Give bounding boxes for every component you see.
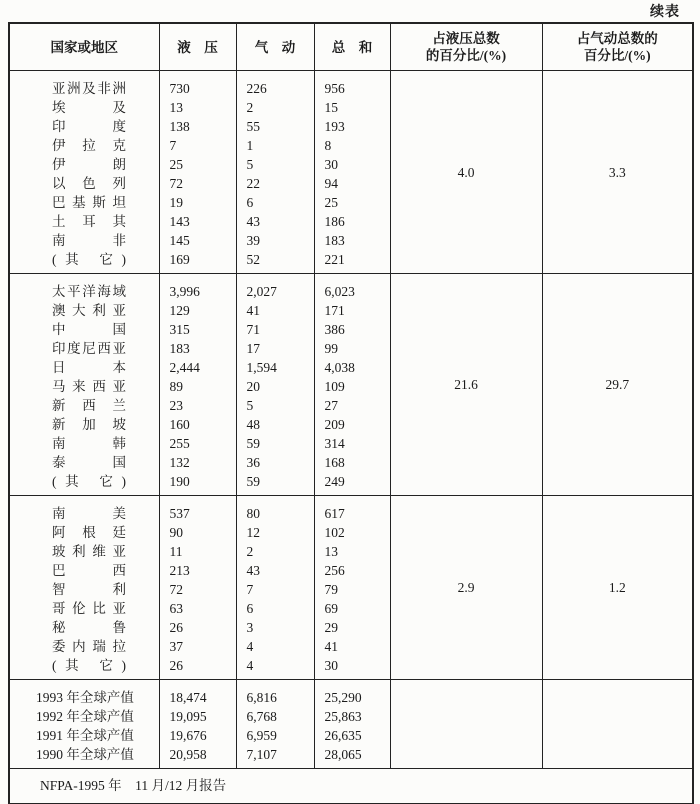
hydraulic-value: 72 xyxy=(159,580,236,599)
country-cell xyxy=(9,301,159,320)
table-header xyxy=(9,23,693,71)
country-cell xyxy=(9,745,159,769)
pneumatic-value: 226 xyxy=(236,71,314,99)
pneumatic-value: 3 xyxy=(236,618,314,637)
hydraulic-value: 26 xyxy=(159,656,236,680)
footer-row xyxy=(9,769,693,804)
pneumatic-value: 6,959 xyxy=(236,726,314,745)
table-section-3 xyxy=(9,496,693,680)
total-value: 386 xyxy=(314,320,390,339)
country-label: 秘 鲁 xyxy=(52,620,126,635)
country-cell xyxy=(9,496,159,524)
pneumatic-value: 43 xyxy=(236,561,314,580)
table-section-2 xyxy=(9,274,693,496)
pneumatic-value: 6 xyxy=(236,599,314,618)
total-value: 4,038 xyxy=(314,358,390,377)
header-pct-pneumatic-line1: 占气动总数的 xyxy=(576,31,658,46)
country-label: 澳 大 利 亚 xyxy=(52,303,126,318)
country-cell xyxy=(9,396,159,415)
country-cell xyxy=(9,174,159,193)
total-value: 168 xyxy=(314,453,390,472)
hydraulic-value: 730 xyxy=(159,71,236,99)
pneumatic-value: 5 xyxy=(236,155,314,174)
pneumatic-value: 5 xyxy=(236,396,314,415)
total-value: 41 xyxy=(314,637,390,656)
table-row xyxy=(9,496,693,524)
country-cell xyxy=(9,453,159,472)
total-value: 193 xyxy=(314,117,390,136)
total-value: 69 xyxy=(314,599,390,618)
country-label: (其 它) xyxy=(52,474,126,489)
pneumatic-value: 36 xyxy=(236,453,314,472)
hydraulic-value: 19 xyxy=(159,193,236,212)
total-value: 30 xyxy=(314,155,390,174)
country-cell xyxy=(9,561,159,580)
hydraulic-value: 13 xyxy=(159,98,236,117)
hydraulic-value: 18,474 xyxy=(159,680,236,708)
pneumatic-value: 71 xyxy=(236,320,314,339)
pneumatic-value: 59 xyxy=(236,434,314,453)
country-label: 太平洋海域 xyxy=(52,284,126,299)
country-label: 南 非 xyxy=(52,233,126,248)
pneumatic-value: 48 xyxy=(236,415,314,434)
pneumatic-value: 59 xyxy=(236,472,314,496)
hydraulic-value: 37 xyxy=(159,637,236,656)
country-cell xyxy=(9,193,159,212)
header-pct-hydraulic-line1: 占液压总数 xyxy=(432,31,500,46)
total-value: 186 xyxy=(314,212,390,231)
total-value: 28,065 xyxy=(314,745,390,769)
pneumatic-value: 2,027 xyxy=(236,274,314,302)
country-cell xyxy=(9,274,159,302)
pneumatic-value: 17 xyxy=(236,339,314,358)
total-value: 25 xyxy=(314,193,390,212)
pneumatic-value: 20 xyxy=(236,377,314,396)
hydraulic-value: 145 xyxy=(159,231,236,250)
hydraulic-value: 63 xyxy=(159,599,236,618)
header-pct-hydraulic xyxy=(390,23,542,71)
total-value: 94 xyxy=(314,174,390,193)
country-label: 日 本 xyxy=(52,360,126,375)
country-label: 泰 国 xyxy=(52,455,126,470)
pneumatic-value: 4 xyxy=(236,637,314,656)
pneumatic-value: 22 xyxy=(236,174,314,193)
hydraulic-value: 25 xyxy=(159,155,236,174)
country-cell xyxy=(9,680,159,708)
hydraulic-value: 190 xyxy=(159,472,236,496)
total-value: 6,023 xyxy=(314,274,390,302)
pneumatic-value: 52 xyxy=(236,250,314,274)
country-label: 南 美 xyxy=(52,506,126,521)
country-cell xyxy=(9,71,159,99)
hydraulic-value: 89 xyxy=(159,377,236,396)
country-label: 埃 及 xyxy=(52,100,126,115)
total-value: 956 xyxy=(314,71,390,99)
total-value: 99 xyxy=(314,339,390,358)
country-label: 中 国 xyxy=(52,322,126,337)
country-cell xyxy=(9,212,159,231)
pneumatic-value: 4 xyxy=(236,656,314,680)
pneumatic-value: 6,768 xyxy=(236,707,314,726)
hydraulic-value: 537 xyxy=(159,496,236,524)
hydraulic-value: 132 xyxy=(159,453,236,472)
total-value: 314 xyxy=(314,434,390,453)
hydraulic-value: 19,676 xyxy=(159,726,236,745)
pneumatic-value: 7,107 xyxy=(236,745,314,769)
country-label: 以 色 列 xyxy=(52,176,126,191)
country-cell xyxy=(9,320,159,339)
country-label: 亚洲及非洲 xyxy=(52,81,126,96)
country-cell xyxy=(9,117,159,136)
hydraulic-value: 3,996 xyxy=(159,274,236,302)
pneumatic-value: 6,816 xyxy=(236,680,314,708)
pct-pneumatic-value: 1.2 xyxy=(542,496,693,680)
country-label: 土 耳 其 xyxy=(52,214,126,229)
header-row xyxy=(9,23,693,71)
country-cell xyxy=(9,523,159,542)
header-pneumatic: 气 动 xyxy=(236,23,314,71)
country-cell xyxy=(9,618,159,637)
total-value: 256 xyxy=(314,561,390,580)
country-cell xyxy=(9,231,159,250)
continued-table-label: 续表 xyxy=(650,5,680,20)
pneumatic-value: 39 xyxy=(236,231,314,250)
total-value: 249 xyxy=(314,472,390,496)
country-label: 阿 根 廷 xyxy=(52,525,126,540)
country-label: 1990 年全球产值 xyxy=(36,747,134,762)
country-cell xyxy=(9,136,159,155)
country-label: 巴 西 xyxy=(52,563,126,578)
country-cell xyxy=(9,155,159,174)
hydraulic-value: 7 xyxy=(159,136,236,155)
country-label: 新 加 坡 xyxy=(52,417,126,432)
header-pct-pneumatic xyxy=(542,23,693,71)
country-label: 新 西 兰 xyxy=(52,398,126,413)
country-label: (其 它) xyxy=(52,252,126,267)
source-note: NFPA-1995 年 11 月/12 月报告 xyxy=(40,778,227,793)
country-label: 1991 年全球产值 xyxy=(36,728,134,743)
total-value: 25,290 xyxy=(314,680,390,708)
pneumatic-value: 41 xyxy=(236,301,314,320)
total-value: 209 xyxy=(314,415,390,434)
hydraulic-value: 169 xyxy=(159,250,236,274)
header-total: 总 和 xyxy=(314,23,390,71)
total-value: 29 xyxy=(314,618,390,637)
pct-hydraulic-value: 21.6 xyxy=(390,274,542,496)
total-value: 79 xyxy=(314,580,390,599)
hydraulic-value: 23 xyxy=(159,396,236,415)
table-row xyxy=(9,680,693,708)
country-label: 马 来 西 亚 xyxy=(52,379,126,394)
country-label: 智 利 xyxy=(52,582,126,597)
pneumatic-value: 6 xyxy=(236,193,314,212)
total-value: 617 xyxy=(314,496,390,524)
hydraulic-value: 160 xyxy=(159,415,236,434)
country-label: 玻 利 维 亚 xyxy=(52,544,126,559)
pct-hydraulic-value: 2.9 xyxy=(390,496,542,680)
pneumatic-value: 43 xyxy=(236,212,314,231)
country-cell xyxy=(9,726,159,745)
total-value: 183 xyxy=(314,231,390,250)
country-cell xyxy=(9,542,159,561)
header-hydraulic: 液 压 xyxy=(159,23,236,71)
hydraulic-value: 2,444 xyxy=(159,358,236,377)
country-cell xyxy=(9,637,159,656)
pneumatic-value: 80 xyxy=(236,496,314,524)
total-value: 221 xyxy=(314,250,390,274)
hydraulic-value: 19,095 xyxy=(159,707,236,726)
country-cell xyxy=(9,434,159,453)
total-value: 15 xyxy=(314,98,390,117)
country-label: 1992 年全球产值 xyxy=(36,709,134,724)
pneumatic-value: 2 xyxy=(236,542,314,561)
total-value: 171 xyxy=(314,301,390,320)
data-table xyxy=(8,22,694,804)
total-value: 30 xyxy=(314,656,390,680)
country-label: 伊 拉 克 xyxy=(52,138,126,153)
pneumatic-value: 1 xyxy=(236,136,314,155)
country-label: 南 韩 xyxy=(52,436,126,451)
pct-pneumatic-value: 29.7 xyxy=(542,274,693,496)
country-cell xyxy=(9,472,159,496)
pneumatic-value: 7 xyxy=(236,580,314,599)
country-label: 委 内 瑞 拉 xyxy=(52,639,126,654)
country-cell xyxy=(9,580,159,599)
table-section-1 xyxy=(9,71,693,274)
hydraulic-value: 143 xyxy=(159,212,236,231)
header-country: 国家或地区 xyxy=(9,23,159,71)
table-row xyxy=(9,274,693,302)
hydraulic-value: 129 xyxy=(159,301,236,320)
country-label: 1993 年全球产值 xyxy=(36,690,134,705)
country-cell xyxy=(9,98,159,117)
country-cell xyxy=(9,599,159,618)
pct-pneumatic-value: 3.3 xyxy=(542,71,693,274)
header-pct-hydraulic-line2: 的百分比/(%) xyxy=(425,48,507,63)
table-row xyxy=(9,71,693,99)
pneumatic-value: 12 xyxy=(236,523,314,542)
pct-hydraulic-value: 4.0 xyxy=(390,71,542,274)
country-label: (其 它) xyxy=(52,658,126,673)
total-value: 25,863 xyxy=(314,707,390,726)
pct-hydraulic-value xyxy=(390,680,542,769)
header-pct-pneumatic-line2: 百分比/(%) xyxy=(583,48,651,63)
country-cell xyxy=(9,656,159,680)
country-cell xyxy=(9,707,159,726)
hydraulic-value: 255 xyxy=(159,434,236,453)
country-label: 哥 伦 比 亚 xyxy=(52,601,126,616)
country-label: 印度尼西亚 xyxy=(52,341,126,356)
total-value: 8 xyxy=(314,136,390,155)
table-footer-section xyxy=(9,769,693,804)
total-value: 26,635 xyxy=(314,726,390,745)
total-value: 109 xyxy=(314,377,390,396)
country-label: 伊 朗 xyxy=(52,157,126,172)
hydraulic-value: 20,958 xyxy=(159,745,236,769)
hydraulic-value: 183 xyxy=(159,339,236,358)
pct-pneumatic-value xyxy=(542,680,693,769)
country-cell xyxy=(9,377,159,396)
pneumatic-value: 55 xyxy=(236,117,314,136)
hydraulic-value: 11 xyxy=(159,542,236,561)
total-value: 27 xyxy=(314,396,390,415)
country-label: 巴 基 斯 坦 xyxy=(52,195,126,210)
hydraulic-value: 26 xyxy=(159,618,236,637)
hydraulic-value: 138 xyxy=(159,117,236,136)
country-cell xyxy=(9,339,159,358)
hydraulic-value: 72 xyxy=(159,174,236,193)
hydraulic-value: 213 xyxy=(159,561,236,580)
pneumatic-value: 1,594 xyxy=(236,358,314,377)
country-label: 印 度 xyxy=(52,119,126,134)
hydraulic-value: 315 xyxy=(159,320,236,339)
hydraulic-value: 90 xyxy=(159,523,236,542)
pneumatic-value: 2 xyxy=(236,98,314,117)
country-cell xyxy=(9,415,159,434)
total-value: 13 xyxy=(314,542,390,561)
total-value: 102 xyxy=(314,523,390,542)
table-section-4 xyxy=(9,680,693,769)
country-cell xyxy=(9,358,159,377)
country-cell xyxy=(9,250,159,274)
